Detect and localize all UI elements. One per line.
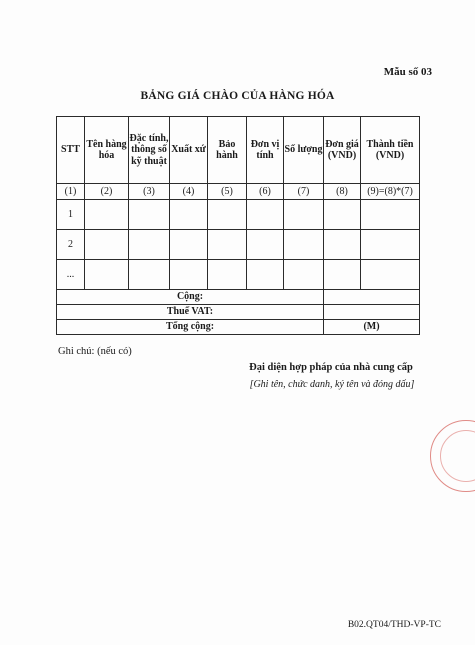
- row-index: 2: [57, 230, 85, 260]
- table-cell: [129, 260, 170, 290]
- table-cell: [170, 200, 208, 230]
- table-cell: [361, 230, 420, 260]
- table-cell: [170, 230, 208, 260]
- column-number: (3): [129, 184, 170, 200]
- table-cell: [208, 200, 247, 230]
- table-cell: [85, 200, 129, 230]
- column-number-row: [57, 184, 420, 200]
- column-number: (6): [247, 184, 284, 200]
- header-cell: Đơn vị tính: [247, 117, 284, 184]
- table-cell: [129, 230, 170, 260]
- table-cell: [361, 260, 420, 290]
- header-cell: Thành tiền (VND): [361, 117, 420, 184]
- column-number: (7): [284, 184, 324, 200]
- table-row: [57, 260, 420, 290]
- header-row: [57, 117, 420, 184]
- header-cell: Tên hàng hóa: [85, 117, 129, 184]
- header-cell: STT: [57, 117, 85, 184]
- note-text: Ghi chú: (nếu có): [58, 346, 132, 357]
- representative-title: Đại diện hợp pháp của nhà cung cấp: [249, 362, 413, 373]
- table-cell: [170, 260, 208, 290]
- table-cell: [208, 230, 247, 260]
- subtotal-value: [324, 290, 420, 305]
- total-value: (M): [324, 320, 420, 335]
- table-cell: [284, 260, 324, 290]
- table-cell: [284, 200, 324, 230]
- column-number: (1): [57, 184, 85, 200]
- header-cell: Đặc tính, thông số kỹ thuật: [129, 117, 170, 184]
- column-number: (4): [170, 184, 208, 200]
- table-cell: [129, 200, 170, 230]
- header-cell: Bảo hành: [208, 117, 247, 184]
- column-number: (5): [208, 184, 247, 200]
- row-index: 1: [57, 200, 85, 230]
- header-cell: Đơn giá (VND): [324, 117, 361, 184]
- table-cell: [361, 200, 420, 230]
- vat-value: [324, 305, 420, 320]
- table-cell: [85, 230, 129, 260]
- column-number: (2): [85, 184, 129, 200]
- column-number: (8): [324, 184, 361, 200]
- row-index: ...: [57, 260, 85, 290]
- table-cell: [247, 260, 284, 290]
- table-cell: [247, 200, 284, 230]
- header-cell: Số lượng: [284, 117, 324, 184]
- form-number: Mẫu số 03: [383, 66, 432, 78]
- subtotal-row: [57, 290, 420, 305]
- table-cell: [324, 200, 361, 230]
- table-cell: [324, 230, 361, 260]
- table-cell: [284, 230, 324, 260]
- header-cell: Xuất xứ: [170, 117, 208, 184]
- table-row: [57, 230, 420, 260]
- table-cell: [208, 260, 247, 290]
- vat-row: [57, 305, 420, 320]
- document-title: BẢNG GIÁ CHÀO CỦA HÀNG HÓA: [140, 90, 335, 102]
- table-cell: [247, 230, 284, 260]
- total-label: Tổng cộng:: [57, 320, 324, 335]
- column-number: (9)=(8)*(7): [361, 184, 420, 200]
- vat-label: Thuế VAT:: [57, 305, 324, 320]
- table-cell: [85, 260, 129, 290]
- footer-code: B02.QT04/THD-VP-TC: [347, 620, 441, 630]
- subtotal-label: Cộng:: [57, 290, 324, 305]
- total-row: [57, 320, 420, 335]
- table-cell: [324, 260, 361, 290]
- table-row: [57, 200, 420, 230]
- price-quote-table: [56, 116, 420, 335]
- representative-instruction: [Ghi tên, chức danh, ký tên và đóng dấu]: [249, 379, 415, 390]
